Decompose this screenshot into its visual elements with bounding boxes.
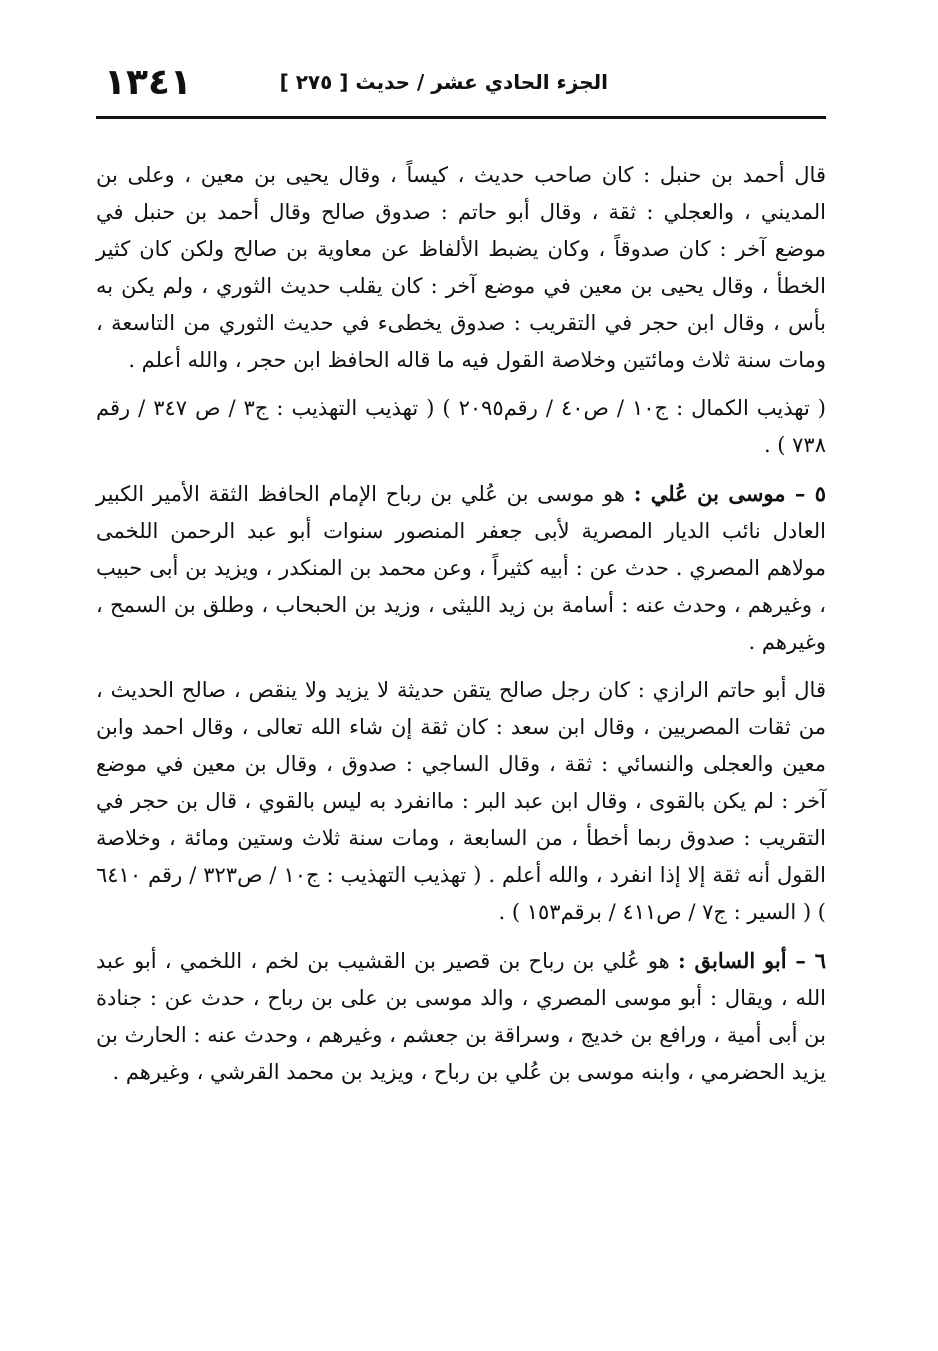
paragraph-entry-6 — [96, 942, 826, 1091]
entry-heading: ٦ – أبو السابق : — [677, 948, 826, 973]
paragraph-text: هو موسى بن عُلي بن رباح الإمام الحافظ الثقة الأمير الكبير العادل نائب الديار المصرية لأبى جعفر المنصور سنوات أبو عبد الرحمن اللخمى مولاهم المصري . حدث عن : أبيه كثيراً ، وعن محمد بن المنكدر ، ويزيد بن أبى حبيب ، وغيرهم ، وحدث عنه : أسامة بن زيد الليثى ، وزيد بن الحبحاب ، وطلق بن السمح ، وغيرهم . — [96, 482, 826, 654]
page-header — [96, 60, 826, 119]
paragraph-entry-5-opinions — [96, 672, 826, 931]
paragraph-entry-5 — [96, 475, 826, 661]
page-number: ١٣٤١ — [104, 62, 192, 103]
body-text — [96, 157, 826, 1091]
book-page — [96, 60, 826, 1095]
entry-heading: ٥ – موسى بن عُلي : — [633, 481, 826, 506]
running-title: الجزء الحادي عشر / حديث [ ٢٧٥ ] — [279, 70, 608, 94]
paragraph-text: قال أبو حاتم الرازي : كان رجل صالح يتقن حديثة لا يزيد ولا ينقص ، صالح الحديث ، من ثقات المصريين ، وقال ابن سعد : كان ثقة إن شاء الله تعالى ، وقال احمد وابن معين والعجلى والنسائي : ثقة ، وقال الساجي : صدوق ، وقال بن معين في موضع آخر : لم يكن بالقوى ، وقال ابن عبد البر : ماانفرد به ليس بالقوي ، قال بن حجر في التقريب : صدوق ربما أخطأ ، من السابعة ، ومات سنة ثلاث وستين ومائة ، وخلاصة القول أنه ثقة إلا إذا انفرد ، والله أعلم . ( تهذيب التهذيب : ج١٠ / ص٣٢٣ / رقم ٦٤١٠ ) ( السير : ج٧ / ص٤١١ / برقم١٥٣ ) . — [96, 678, 826, 924]
paragraph-references — [96, 390, 826, 464]
paragraph-narrators-opinions — [96, 157, 826, 379]
paragraph-text: هو عُلي بن رباح بن قصير بن القشيب بن لخم ، اللخمي ، أبو عبد الله ، ويقال : أبو موسى المصري ، والد موسى بن على بن رباح ، حدث عن : جنادة بن أبى أمية ، ورافع بن خديج ، وسراقة بن جعشم ، وغيرهم ، وحدث عنه : الحارث بن يزيد الحضرمي ، وابنه موسى بن عُلي بن رباح ، ويزيد بن محمد القرشي ، وغيرهم . — [96, 949, 826, 1084]
paragraph-text: ( تهذيب الكمال : ج١٠ / ص٤٠ / رقم٢٠٩٥ ) ( تهذيب التهذيب : ج٣ / ص ٣٤٧ / رقم ٧٣٨ ) . — [96, 396, 826, 457]
paragraph-text: قال أحمد بن حنبل : كان صاحب حديث ، كيساً ، وقال يحيى بن معين ، وعلى بن المديني ، والعجلي : ثقة ، وقال أبو حاتم : صدوق صالح وقال أحمد بن حنبل في موضع آخر : كان صدوقاً ، وكان يضبط الألفاظ عن معاوية بن صالح ولكن كان كثير الخطأ ، وقال يحيى بن معين في موضع آخر : كان يقلب حديث الثوري ، ولم يكن به بأس ، وقال ابن حجر في التقريب : صدوق يخطىء في حديث الثوري من التاسعة ، ومات سنة ثلاث ومائتين وخلاصة القول فيه ما قاله الحافظ ابن حجر ، والله أعلم . — [96, 163, 826, 372]
